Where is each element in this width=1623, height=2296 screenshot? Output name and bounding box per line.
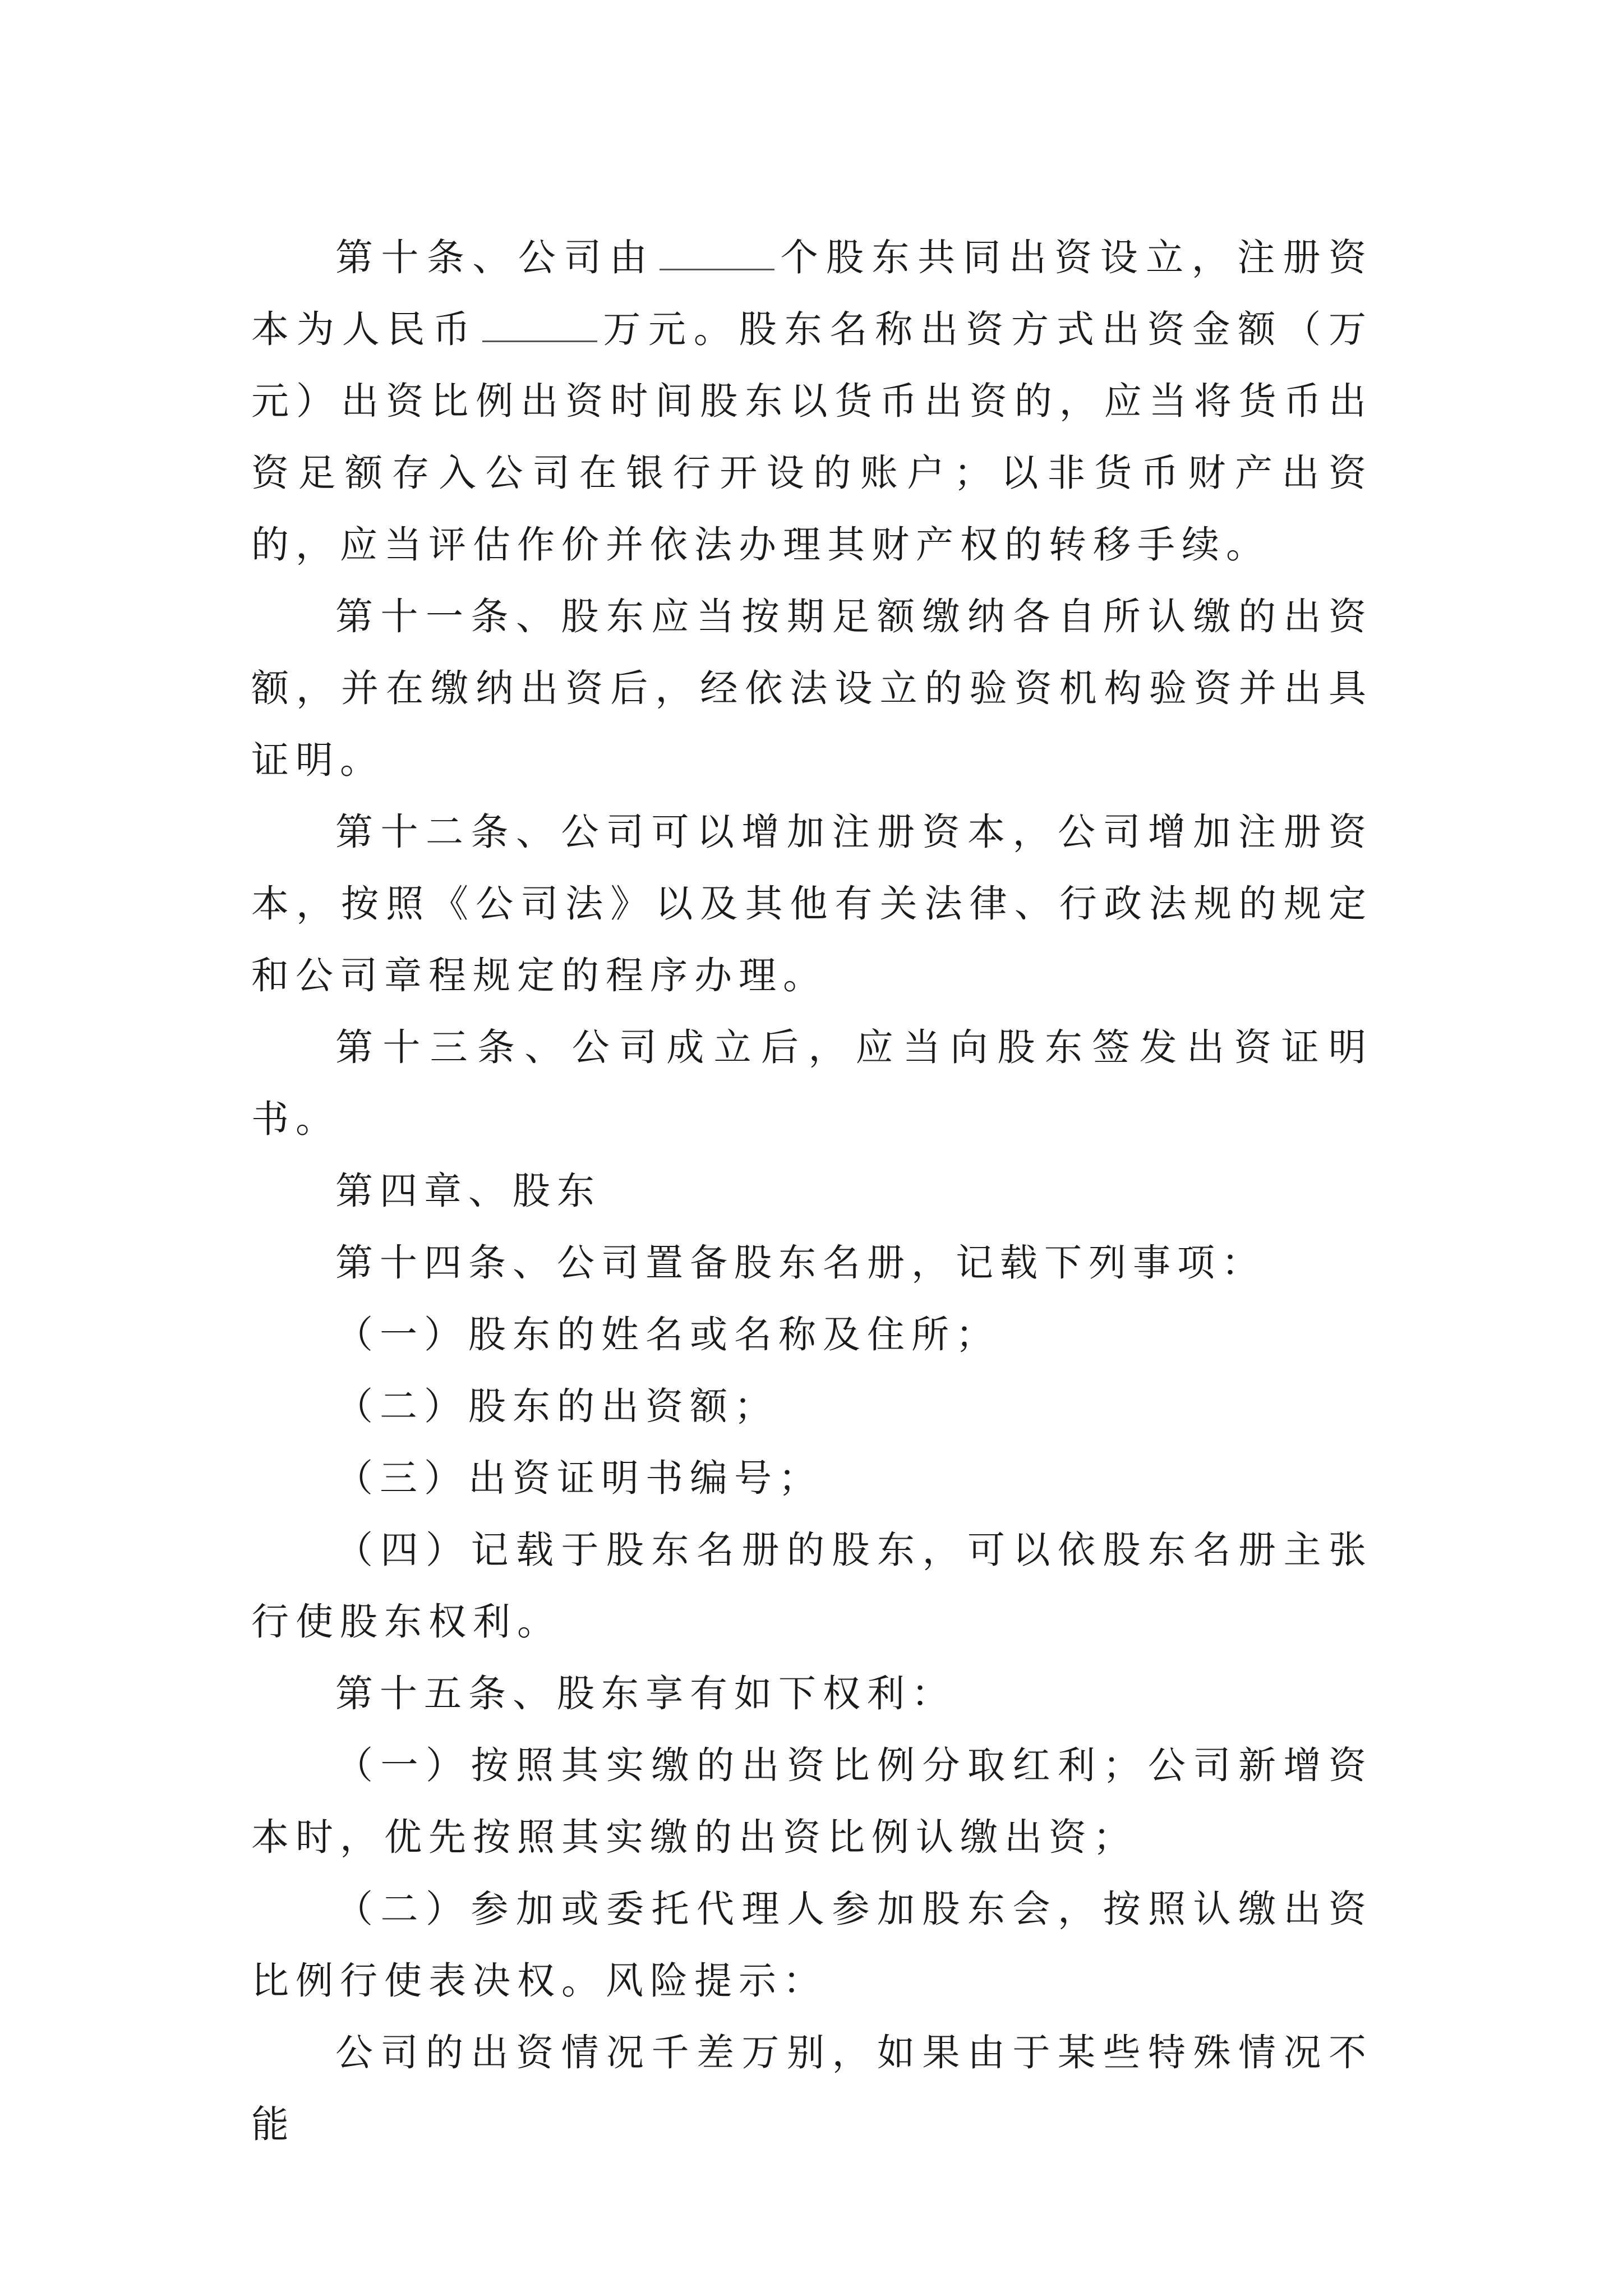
article-15-item-1: （一）按照其实缴的出资比例分取红利；公司新增资本时，优先按照其实缴的出资比例认缴出资； — [251, 1743, 1373, 1859]
article-14: 第十四条、公司置备股东名册，记载下列事项： — [335, 1241, 1266, 1285]
article-15: 第十五条、股东享有如下权利： — [335, 1672, 956, 1715]
article-10-part-a: 第十条、公司由 — [335, 236, 656, 279]
risk-note-text: 公司的出资情况千差万别，如果由于某些特殊情况不能 — [251, 2031, 1373, 2146]
article-10-part-b: 个股东共同出资设立，注册资本为人民币 — [251, 236, 1373, 351]
article-14-item-3: （三）出资证明书编号； — [335, 1456, 823, 1500]
shareholder-count-blank — [660, 229, 774, 270]
article-12: 第十二条、公司可以增加注册资本，公司增加注册资本，按照《公司法》以及其他有关法律、行政法规的规定和公司章程规定的程序办理。 — [251, 810, 1373, 997]
article-14-item-4: （四）记载于股东名册的股东，可以依股东名册主张行使股东权利。 — [251, 1528, 1373, 1644]
article-10-part-c: 万元。股东名称出资方式出资金额（万元）出资比例出资时间股东以货币出资的，应当将货币出资足额存入公司在银行开设的账户；以非货币财产出资的，应当评估作价并依法办理其财产权的转移手续。 — [251, 307, 1373, 567]
article-10 — [251, 222, 1373, 581]
article-15-item-2: （二）参加或委托代理人参加股东会，按照认缴出资比例行使表决权。风险提示： — [251, 1887, 1373, 2003]
article-14-item-1: （一）股东的姓名或名称及住所； — [335, 1313, 1000, 1356]
chapter-4-heading: 第四章、股东 — [335, 1169, 601, 1213]
article-13: 第十三条、公司成立后，应当向股东签发出资证明书。 — [251, 1025, 1373, 1141]
article-14-item-2: （二）股东的出资额； — [335, 1384, 778, 1428]
document-body — [251, 222, 1373, 2160]
article-11: 第十一条、股东应当按期足额缴纳各自所认缴的出资额，并在缴纳出资后，经依法设立的验资机构验资并出具证明。 — [251, 595, 1373, 782]
capital-amount-blank — [482, 301, 597, 342]
